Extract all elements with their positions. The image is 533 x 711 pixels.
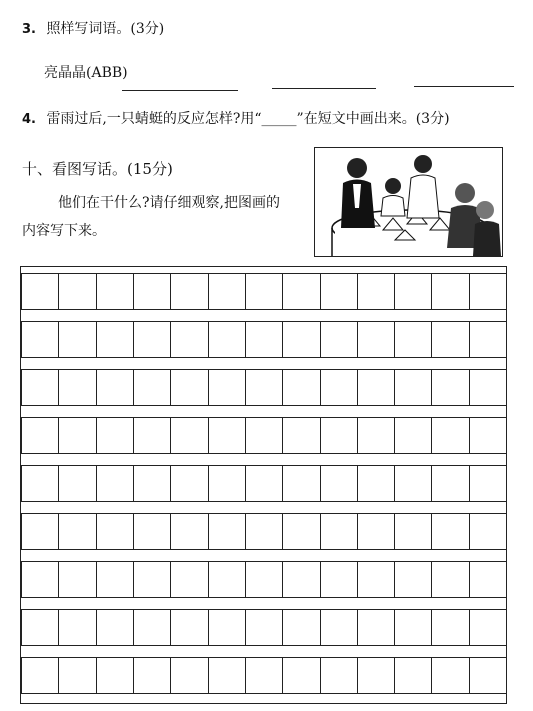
- section-10-heading: 十、看图写话。(15分): [22, 160, 173, 178]
- answer-blank-3[interactable]: [414, 86, 514, 87]
- question-4: [22, 108, 450, 128]
- section-10-prompt-line-2: 内容写下来。: [22, 223, 106, 239]
- grid-row[interactable]: [21, 657, 506, 694]
- grid-row[interactable]: [21, 513, 506, 550]
- question-4-number: 4.: [22, 112, 36, 127]
- grid-row[interactable]: [21, 321, 506, 358]
- grid-row[interactable]: [21, 561, 506, 598]
- family-illustration: [314, 147, 503, 257]
- answer-blank-2[interactable]: [272, 88, 376, 89]
- grid-row[interactable]: [21, 369, 506, 406]
- section-10-prompt-line-1: 他们在干什么?请仔细观察,把图画的: [58, 195, 280, 211]
- question-3-text: 照样写词语。(3分): [46, 21, 165, 37]
- grid-row[interactable]: [21, 273, 506, 310]
- question-3-example: 亮晶晶(ABB): [44, 65, 128, 81]
- grid-row[interactable]: [21, 465, 506, 502]
- question-3-number: 3.: [22, 22, 36, 37]
- writing-grid[interactable]: [20, 266, 507, 704]
- answer-blank-1[interactable]: [122, 90, 238, 91]
- question-4-text: 雷雨过后,一只蜻蜓的反应怎样?用“_____”在短文中画出来。(3分): [46, 111, 450, 127]
- grid-row[interactable]: [21, 609, 506, 646]
- question-3: [22, 18, 164, 38]
- grid-row[interactable]: [21, 417, 506, 454]
- family-illustration-drawing: [315, 148, 502, 256]
